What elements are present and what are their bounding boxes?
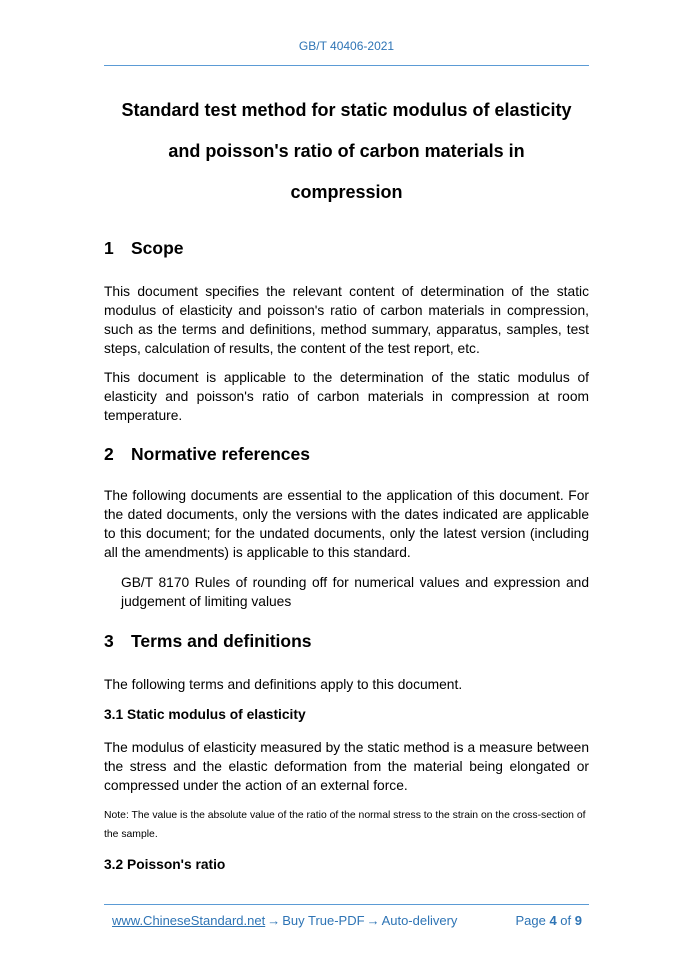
page-of: of <box>560 913 572 928</box>
title-line-3: compression <box>290 182 403 202</box>
section-number: 3 <box>104 631 114 651</box>
terms-intro-paragraph: The following terms and definitions apply to this document. <box>104 677 463 692</box>
auto-delivery-text: Auto-delivery <box>381 913 458 928</box>
page-indicator <box>515 913 582 928</box>
header-document-code: GB/T 40406-2021 <box>298 39 395 53</box>
footer-divider <box>104 904 589 905</box>
section-title: Terms and definitions <box>131 631 312 651</box>
normative-references-paragraph: The following documents are essential to the application of this document. For the dated documents, only the versions with the dates indicated are applicable to this document; for the undated documents, only the latest version (including all the amendments) is applicable to this standard. <box>104 488 589 560</box>
buy-true-pdf-text: Buy True-PDF <box>282 913 365 928</box>
section-title: Normative references <box>131 444 310 464</box>
document-title <box>104 90 589 213</box>
scope-paragraph-2: This document is applicable to the determination of the static modulus of elasticity and poisson's ratio of carbon materials in compression at room temperature. <box>104 370 589 423</box>
page-current: 4 <box>549 913 557 928</box>
section-number: 1 <box>104 238 114 258</box>
arrow-right-icon: → <box>267 913 281 928</box>
scope-paragraph-1: This document specifies the relevant content of determination of the static modulus of elasticity and poisson's ratio of carbon materials in compression, such as the terms and definitions, method summary, apparatus, samples, test steps, calculation of results, the content of the test report, etc. <box>104 284 589 356</box>
section-title: Scope <box>131 238 184 258</box>
page-label: Page <box>515 913 546 928</box>
arrow-right-icon: → <box>366 913 380 928</box>
static-modulus-definition: The modulus of elasticity measured by the static method is a measure between the stress and the elastic deformation from the material being elongated or compressed under the action of an external force. <box>104 740 589 793</box>
section-number: 2 <box>104 444 114 464</box>
page-total: 9 <box>574 913 582 928</box>
section-heading-scope <box>104 238 589 259</box>
reference-item-gbt-8170: GB/T 8170 Rules of rounding off for numerical values and expression and judgement of limiting values <box>121 575 589 609</box>
page-footer <box>112 913 582 928</box>
static-modulus-note: Note: The value is the absolute value of the ratio of the normal stress to the strain on the cross-section of the sample. <box>104 810 586 840</box>
section-heading-terms-and-definitions <box>104 631 589 652</box>
chinesestandard-link[interactable]: www.ChineseStandard.net <box>112 913 266 928</box>
subsection-heading-static-modulus: 3.1 Static modulus of elasticity <box>104 707 306 722</box>
subsection-heading-poissons-ratio: 3.2 Poisson's ratio <box>104 857 226 872</box>
title-line-2: and poisson's ratio of carbon materials in <box>168 141 525 161</box>
title-line-1: Standard test method for static modulus of elasticity <box>121 100 572 120</box>
section-heading-normative-references <box>104 444 589 465</box>
header-divider <box>104 65 589 66</box>
